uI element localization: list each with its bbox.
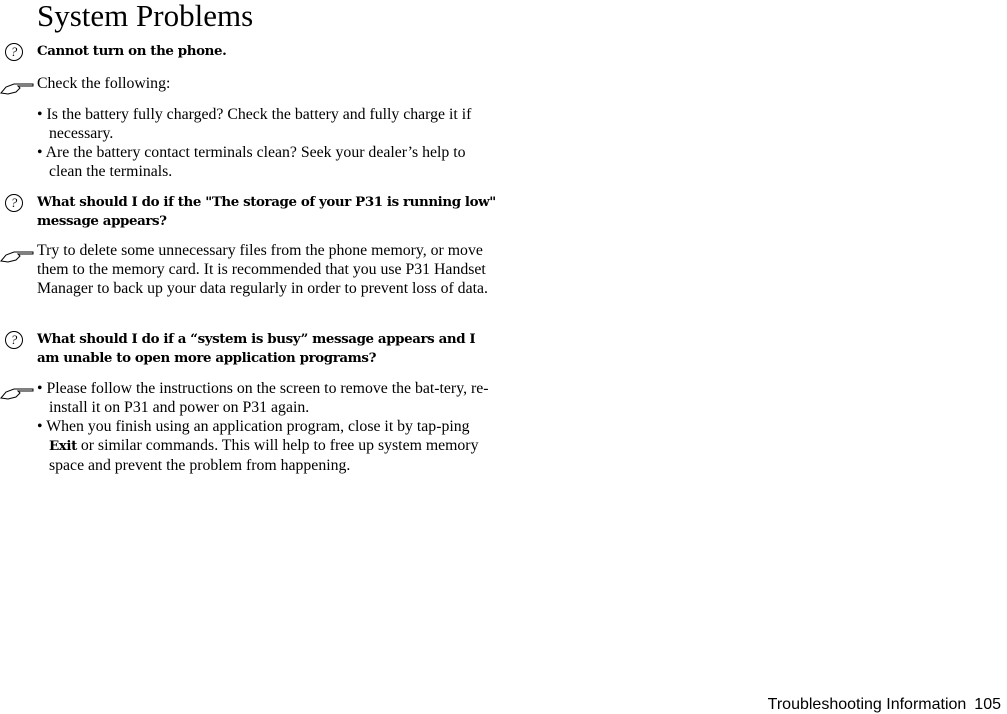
question-circle-icon: ?	[5, 331, 23, 349]
page-number: 105	[974, 696, 1001, 713]
exit-command-label: Exit	[49, 438, 77, 454]
faq-answer-2: Try to delete some unnecessary files from the phone memory, or move them to the memory card. It is recommended that you use P31 Handset Manager to back up your data regularly in order to prevent loss of data.	[37, 242, 488, 297]
pointing-hand-icon	[0, 249, 34, 263]
pointing-hand-icon	[0, 386, 34, 400]
question-circle-icon: ?	[5, 43, 23, 61]
footer-section-title: Troubleshooting Information	[767, 696, 967, 713]
question-circle-icon: ?	[5, 194, 23, 212]
bullet-text: or similar commands. This will help to free up system memory space and prevent the problem from happening.	[49, 437, 479, 474]
faq-answer-1	[37, 74, 497, 181]
faq-answer-1-intro: Check the following:	[37, 75, 171, 92]
faq-answer-1-list	[37, 105, 497, 181]
list-item: • Are the battery contact terminals clean? Seek your dealer’s help to clean the terminals.	[37, 144, 466, 180]
faq-answer-3	[37, 379, 497, 475]
page-footer	[760, 696, 1001, 714]
faq-question-2: What should I do if the "The storage of your P31 is running low" message appears?	[37, 194, 496, 229]
list-item: • Is the battery fully charged? Check the battery and fully charge it if necessary.	[37, 106, 472, 142]
page-title: System Problems	[37, 0, 254, 33]
pointing-hand-icon	[0, 81, 34, 95]
faq-answer-3-list	[37, 379, 497, 475]
list-item: • Please follow the instructions on the screen to remove the bat-tery, re-install it on P31 and power on P31 again.	[37, 380, 489, 416]
list-item	[37, 417, 497, 475]
faq-question-1: Cannot turn on the phone.	[37, 43, 227, 59]
faq-question-3: What should I do if a “system is busy” message appears and I am unable to open more application programs?	[37, 331, 476, 366]
bullet-text: • When you finish using an application program, close it by tap-ping	[37, 418, 470, 435]
